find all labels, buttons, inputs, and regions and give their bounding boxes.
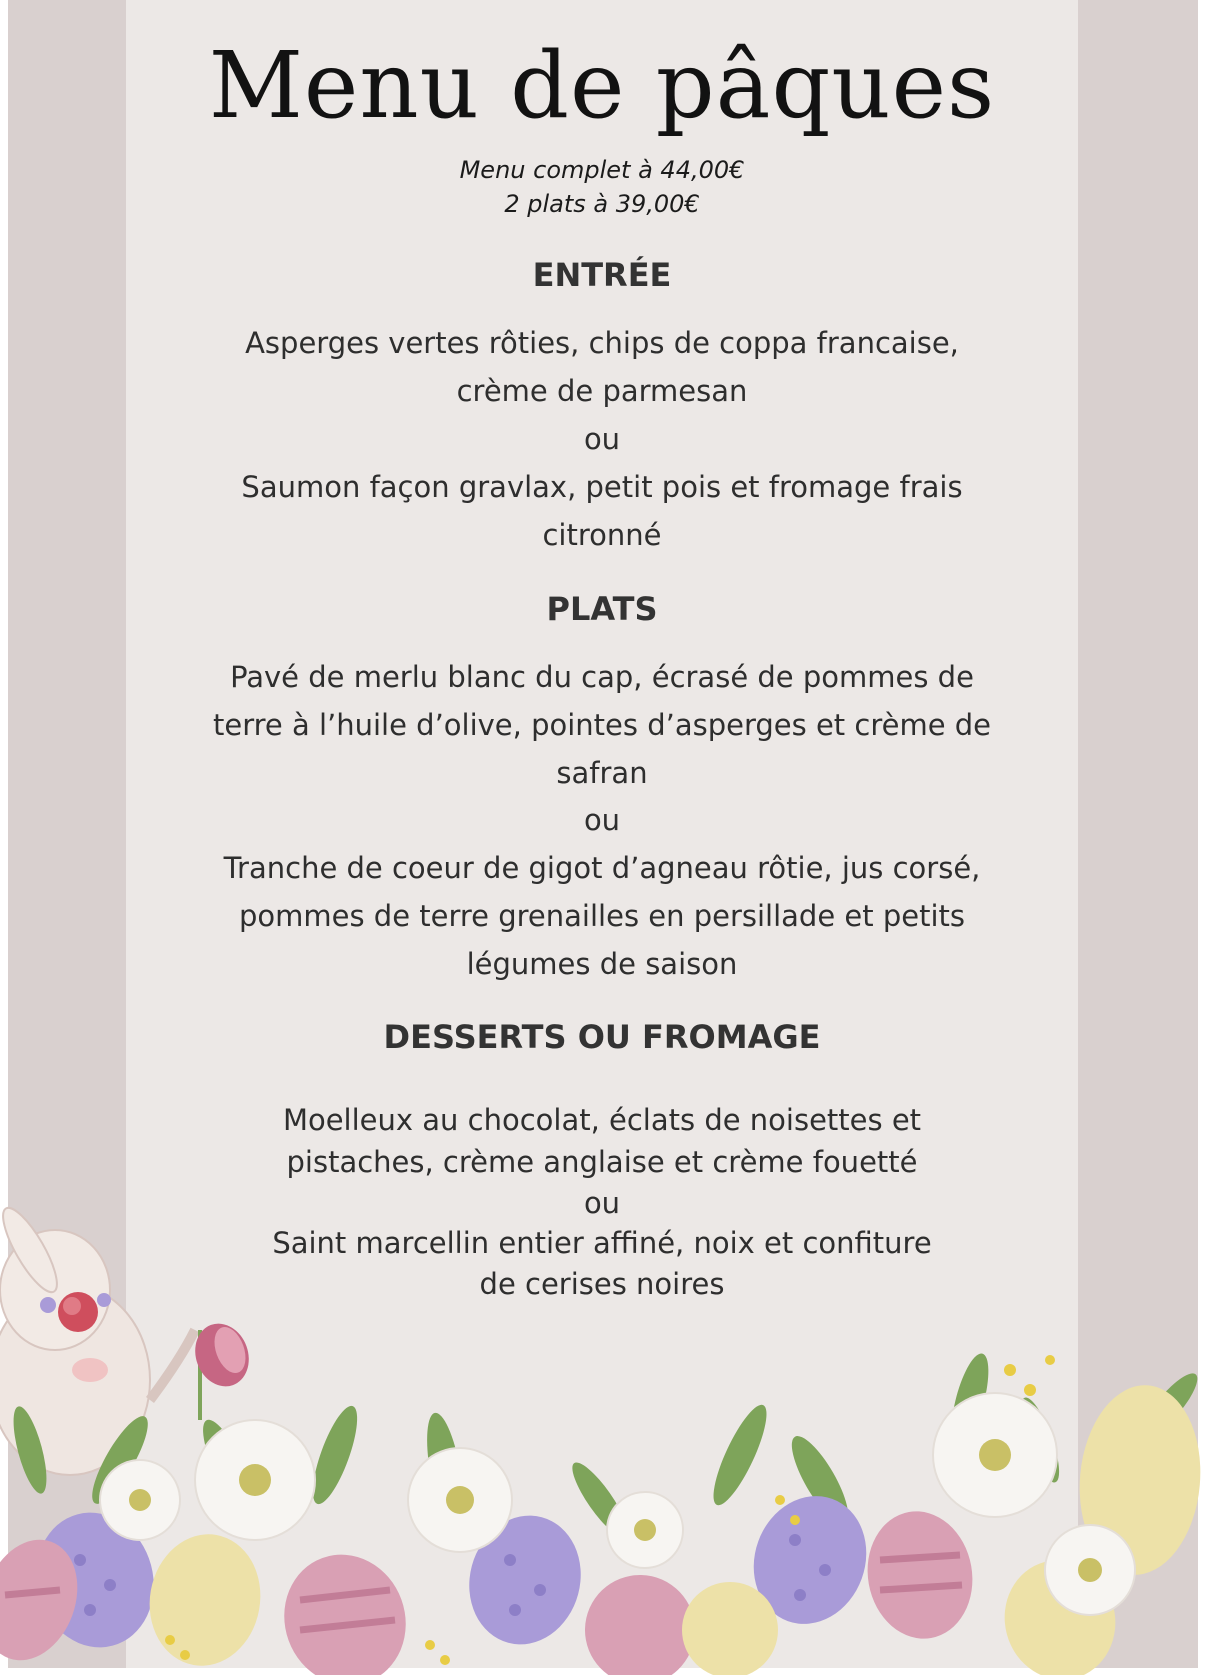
entree-line: crème de parmesan	[456, 374, 748, 408]
section-title-desserts: DESSERTS OU FROMAGE	[383, 1018, 821, 1056]
entree-line: citronné	[542, 518, 662, 552]
desserts-line: de cerises noires	[479, 1267, 725, 1301]
plats-line: pommes de terre grenailles en persillade et petits	[238, 899, 965, 933]
plats-line: légumes de saison	[466, 947, 738, 981]
plats-separator: ou	[583, 803, 621, 837]
desserts-line: Saint marcellin entier affiné, noix et confiture	[272, 1226, 932, 1260]
price-two-courses: 2 plats à 39,00€	[504, 190, 700, 218]
section-title-plats: PLATS	[546, 590, 658, 628]
entree-line: Asperges vertes rôties, chips de coppa francaise,	[245, 326, 959, 360]
price-full-menu: Menu complet à 44,00€	[459, 156, 745, 184]
plats-line: safran	[556, 756, 648, 790]
plats-line: terre à l’huile d’olive, pointes d’asperges et crème de	[212, 708, 992, 742]
desserts-line: Moelleux au chocolat, éclats de noisettes et	[282, 1103, 922, 1137]
section-title-entree: ENTRÉE	[532, 256, 672, 294]
plats-line: Tranche de coeur de gigot d’agneau rôtie, jus corsé,	[223, 851, 981, 885]
menu-page	[8, 0, 1198, 1668]
entree-separator: ou	[583, 422, 621, 456]
desserts-separator: ou	[583, 1186, 621, 1220]
menu-title: Menu de pâques	[208, 32, 996, 139]
plats-line: Pavé de merlu blanc du cap, écrasé de pommes de	[230, 660, 974, 694]
entree-line: Saumon façon gravlax, petit pois et fromage frais	[241, 470, 963, 504]
desserts-line: pistaches, crème anglaise et crème fouetté	[286, 1145, 918, 1179]
menu-panel	[126, 0, 1078, 1668]
